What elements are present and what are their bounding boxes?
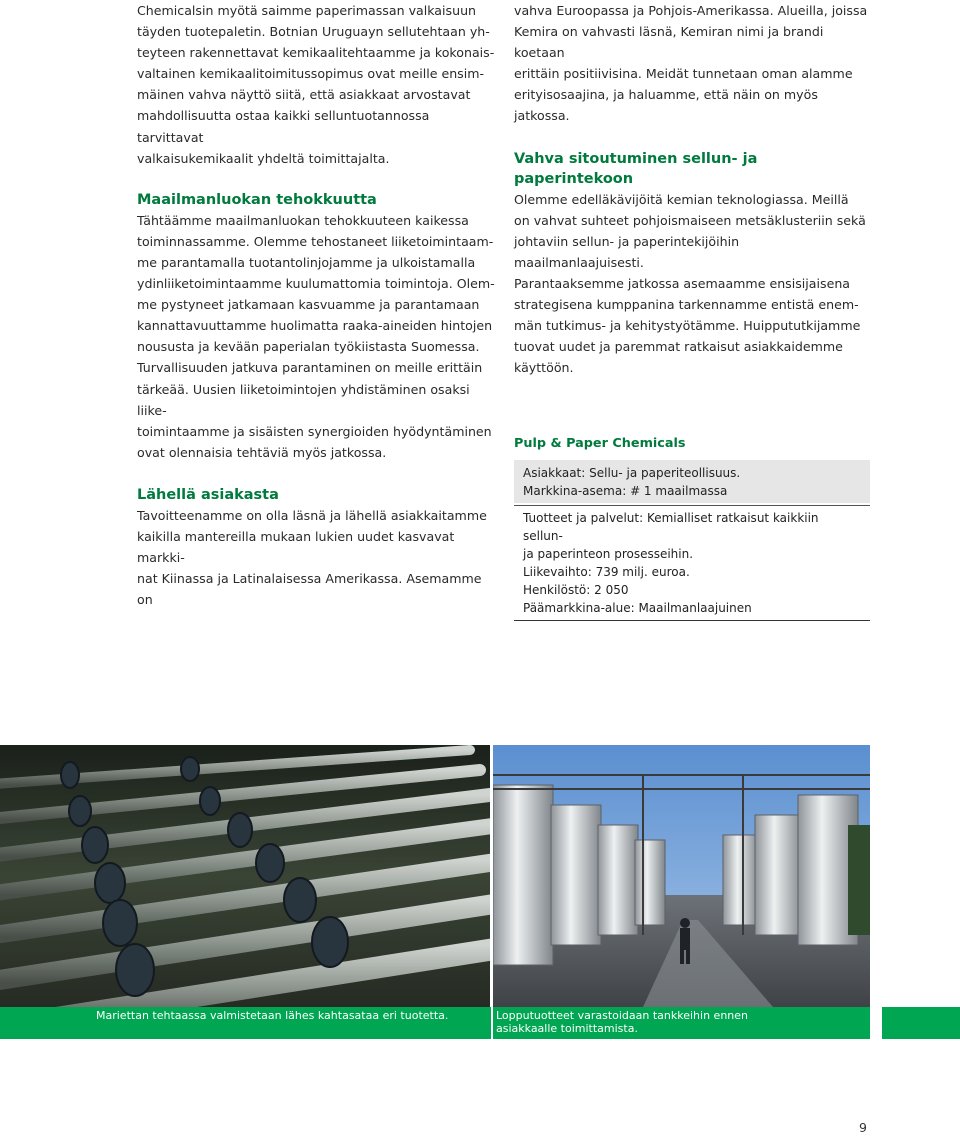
fact-label: Henkilöstö:	[523, 583, 591, 598]
right-column	[514, 0, 870, 621]
text-line: nat Kiinassa ja Latinalaisessa Amerikassa. Asemamme on	[137, 571, 482, 608]
text-line: valtainen kemikaalitoimitussopimus ovat meille ensim-	[137, 66, 485, 82]
text-line: käyttöön.	[514, 360, 574, 376]
fact-value: # 1 maailmassa	[626, 484, 728, 499]
fact-label: Päämarkkina-alue:	[523, 601, 635, 616]
text-line: Kemira on vahvasti läsnä, Kemiran nimi ja brandi koetaan	[514, 24, 824, 61]
fact-value: Maailmanlaajuinen	[634, 601, 752, 616]
fact-label: Markkina-asema:	[523, 484, 627, 499]
text-line: strategisena kumppanina tarkennamme entistä enem-	[514, 297, 859, 313]
text-line: teyteen rakennettavat kemikaalitehtaamme ja kokonais-	[137, 45, 495, 61]
caption-pipes-photo: Mariettan tehtaassa valmistetaan lähes kahtasataa eri tuotetta.	[96, 1009, 449, 1022]
text-line: Chemicalsin myötä saimme paperimassan valkaisuun	[137, 3, 477, 18]
fact-label: Tuotteet ja palvelut:	[523, 511, 644, 526]
text-line: täyden tuotepaletin. Botnian Uruguayn sellutehtaan yh-	[137, 24, 490, 40]
lahella-paragraph	[137, 505, 497, 610]
text-line: tärkeää. Uusien liiketoimintojen yhdistäminen osaksi liike-	[137, 381, 470, 418]
text-line: Tavoitteenamme on olla läsnä ja lähellä asiakkaitamme	[137, 507, 487, 523]
text-line: mahdollisuutta ostaa kaikki selluntuotannossa tarvittavat	[137, 108, 430, 145]
vahva-paragraph	[514, 189, 870, 379]
continued-paragraph	[514, 0, 870, 127]
fact-row	[523, 545, 862, 563]
fact-value: Kemialliset ratkaisut kaikkiin sellun-	[523, 511, 819, 544]
text-line: mäinen vahva näyttö siitä, että asiakkaat arvostavat	[137, 87, 471, 103]
fact-row	[523, 599, 862, 617]
pipes-photo	[0, 745, 490, 1007]
fact-value: 739 milj. euroa.	[591, 565, 690, 580]
text-line: Turvallisuuden jatkuva parantaminen on meille erittäin	[137, 360, 483, 376]
fact-row	[523, 563, 862, 581]
intro-paragraph	[137, 0, 497, 169]
text-line: valkaisukemikaalit yhdeltä toimittajalta.	[137, 150, 390, 166]
caption-tanks-photo: Lopputuotteet varastoidaan tankkeihin ennen asiakkaalle toimittamista.	[496, 1009, 749, 1035]
text-line: me pystyneet jatkamaan kasvuamme ja parantamaan	[137, 297, 480, 313]
text-line: erittäin positiivisina. Meidät tunnetaan oman alamme	[514, 66, 853, 82]
caption-bar-end	[882, 1007, 960, 1039]
text-line: kannattavuuttamme huolimatta raaka-aineiden hintojen	[137, 318, 493, 334]
text-line: kaikilla mantereilla mukaan lukien uudet kasvavat markki-	[137, 528, 455, 566]
facts-list	[514, 506, 870, 620]
text-line: toimintaamme ja sisäisten synergioiden hyödyntäminen	[137, 423, 492, 439]
facts-table	[514, 460, 870, 621]
fact-label: Liikevaihto:	[523, 565, 592, 580]
fact-value: 2 050	[590, 583, 629, 598]
text-line: tuovat uudet ja paremmat ratkaisut asiakkaidemme	[514, 339, 843, 355]
text-line: erityisosaajina, ja haluamme, että näin on myös jatkossa.	[514, 87, 818, 124]
text-line: noususta ja kevään paperialan työkiistasta Suomessa.	[137, 339, 480, 355]
maailmanluokan-heading: Maailmanluokan tehokkuutta	[137, 191, 377, 208]
fact-label: Asiakkaat:	[523, 466, 586, 481]
page-number: 9	[859, 1120, 867, 1135]
text-line: Tähtäämme maailmanluokan tehokkuuteen kaikessa	[137, 212, 469, 228]
left-column	[137, 0, 497, 610]
text-line: on vahvat suhteet pohjoismaiseen metsäklusteriin sekä	[514, 212, 866, 228]
text-line: toiminnassamme. Olemme tehostaneet liiketoimintaam-	[137, 233, 494, 249]
tanks-illustration	[493, 745, 870, 1007]
fact-row	[523, 482, 862, 500]
maailmanluokan-paragraph	[137, 210, 497, 463]
text-line: me parantamalla tuotantolinjojamme ja ulkoistamalla	[137, 254, 476, 270]
fact-row	[523, 509, 862, 545]
fact-value: ja paperinteon prosesseihin.	[523, 547, 694, 562]
facts-highlight-box	[514, 460, 870, 503]
text-line: vahva Euroopassa ja Pohjois-Amerikassa. Alueilla, joissa	[514, 3, 868, 18]
fact-row	[523, 581, 862, 599]
vahva-heading: Vahva sitoutuminen sellun- ja paperintekoon	[514, 150, 758, 187]
text-line: män tutkimus- ja kehitystyötämme. Huippututkijamme	[514, 318, 861, 334]
text-line: johtaviin sellun- ja paperintekijöihin maailmanlaajuisesti.	[514, 233, 740, 270]
fact-value: Sellu- ja paperiteollisuus.	[585, 466, 741, 481]
tanks-photo	[493, 745, 870, 1007]
pipes-illustration	[0, 745, 490, 1007]
text-line: ydinliiketoimintaamme kuulumattomia toimintoja. Olem-	[137, 276, 495, 292]
lahella-heading: Lähellä asiakasta	[137, 486, 279, 503]
text-line: Olemme edelläkävijöitä kemian teknologiassa. Meillä	[514, 191, 849, 207]
text-line: Parantaaksemme jatkossa asemaamme ensisijaisena	[514, 275, 851, 291]
text-line: ovat olennaisia tehtäviä myös jatkossa.	[137, 444, 387, 460]
fact-row	[523, 464, 862, 482]
pulp-paper-heading: Pulp & Paper Chemicals	[514, 436, 686, 452]
